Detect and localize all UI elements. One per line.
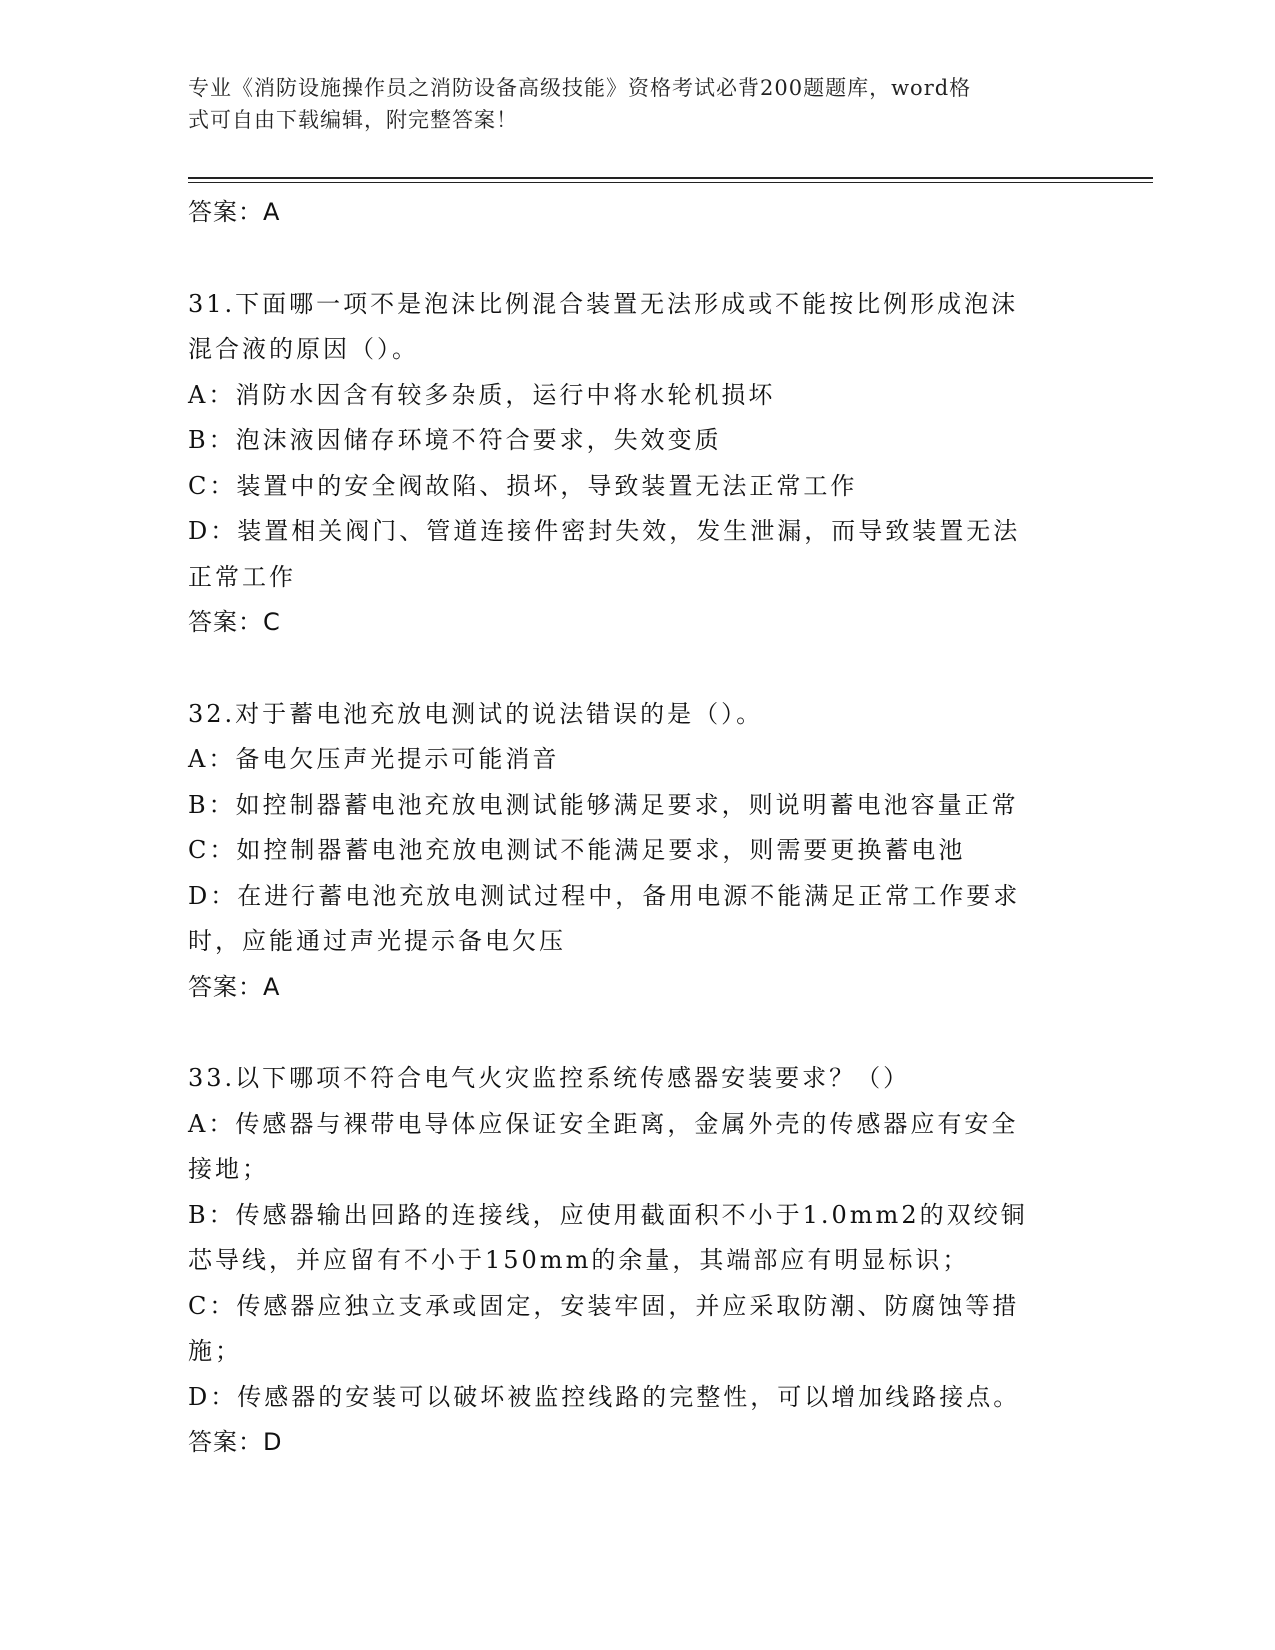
- question-stem: 32.对于蓄电池充放电测试的说法错误的是（）。: [188, 699, 764, 728]
- answer-line: 答案：C: [188, 608, 281, 636]
- option-d: D：传感器的安装可以破坏被监控线路的完整性，可以增加线路接点。: [188, 1382, 1021, 1411]
- question-31: [188, 282, 1073, 646]
- option-b: 芯导线，并应留有不小于150mm的余量，其端部应有明显标识；: [188, 1246, 970, 1274]
- option-c: C：传感器应独立支承或固定，安装牢固，并应采取防潮、防腐蚀等措: [188, 1291, 1020, 1320]
- option-c: 施；: [188, 1337, 242, 1365]
- answer-line: 答案：A: [188, 198, 281, 226]
- option-d: 正常工作: [188, 562, 296, 591]
- header-line-2: 式可自由下载编辑，附完整答案！: [188, 108, 518, 132]
- option-c: C：如控制器蓄电池充放电测试不能满足要求，则需要更换蓄电池: [188, 836, 966, 864]
- option-b: B：如控制器蓄电池充放电测试能够满足要求，则说明蓄电池容量正常: [188, 790, 1019, 819]
- option-a: A：备电欠压声光提示可能消音: [188, 745, 560, 773]
- header-divider: [188, 177, 1153, 183]
- question-stem: 33.以下哪项不符合电气火灾监控系统传感器安装要求？（）: [188, 1064, 911, 1092]
- option-d: D：在进行蓄电池充放电测试过程中，备用电源不能满足正常工作要求: [188, 881, 1021, 910]
- option-d: D：装置相关阀门、管道连接件密封失效，发生泄漏，而导致装置无法: [188, 517, 1021, 545]
- question-33: [188, 1056, 1073, 1466]
- question-32: [188, 692, 1073, 1011]
- option-d: 时，应能通过声光提示备电欠压: [188, 927, 566, 955]
- answer-line: 答案：D: [188, 1428, 283, 1456]
- header-line-1: 专业《消防设施操作员之消防设备高级技能》资格考试必背200题题库，word格: [188, 76, 972, 100]
- option-a: A：消防水因含有较多杂质，运行中将水轮机损坏: [188, 380, 776, 409]
- option-b: B：传感器输出回路的连接线，应使用截面积不小于1.0mm2的双绞铜: [188, 1200, 1028, 1229]
- option-c: C：装置中的安全阀故陷、损坏，导致装置无法正常工作: [188, 471, 858, 500]
- option-b: B：泡沫液因储存环境不符合要求，失效变质: [188, 426, 722, 454]
- document-header: [188, 72, 1068, 136]
- option-a: A：传感器与裸带电导体应保证安全距离，金属外壳的传感器应有安全: [188, 1109, 1019, 1138]
- document-body: [188, 190, 1073, 1512]
- answer-line: 答案：A: [188, 972, 281, 1001]
- question-stem: 混合液的原因（）。: [188, 335, 419, 363]
- option-a: 接地；: [188, 1155, 269, 1183]
- question-stem: 31.下面哪一项不是泡沫比例混合装置无法形成或不能按比例形成泡沫: [188, 289, 1019, 318]
